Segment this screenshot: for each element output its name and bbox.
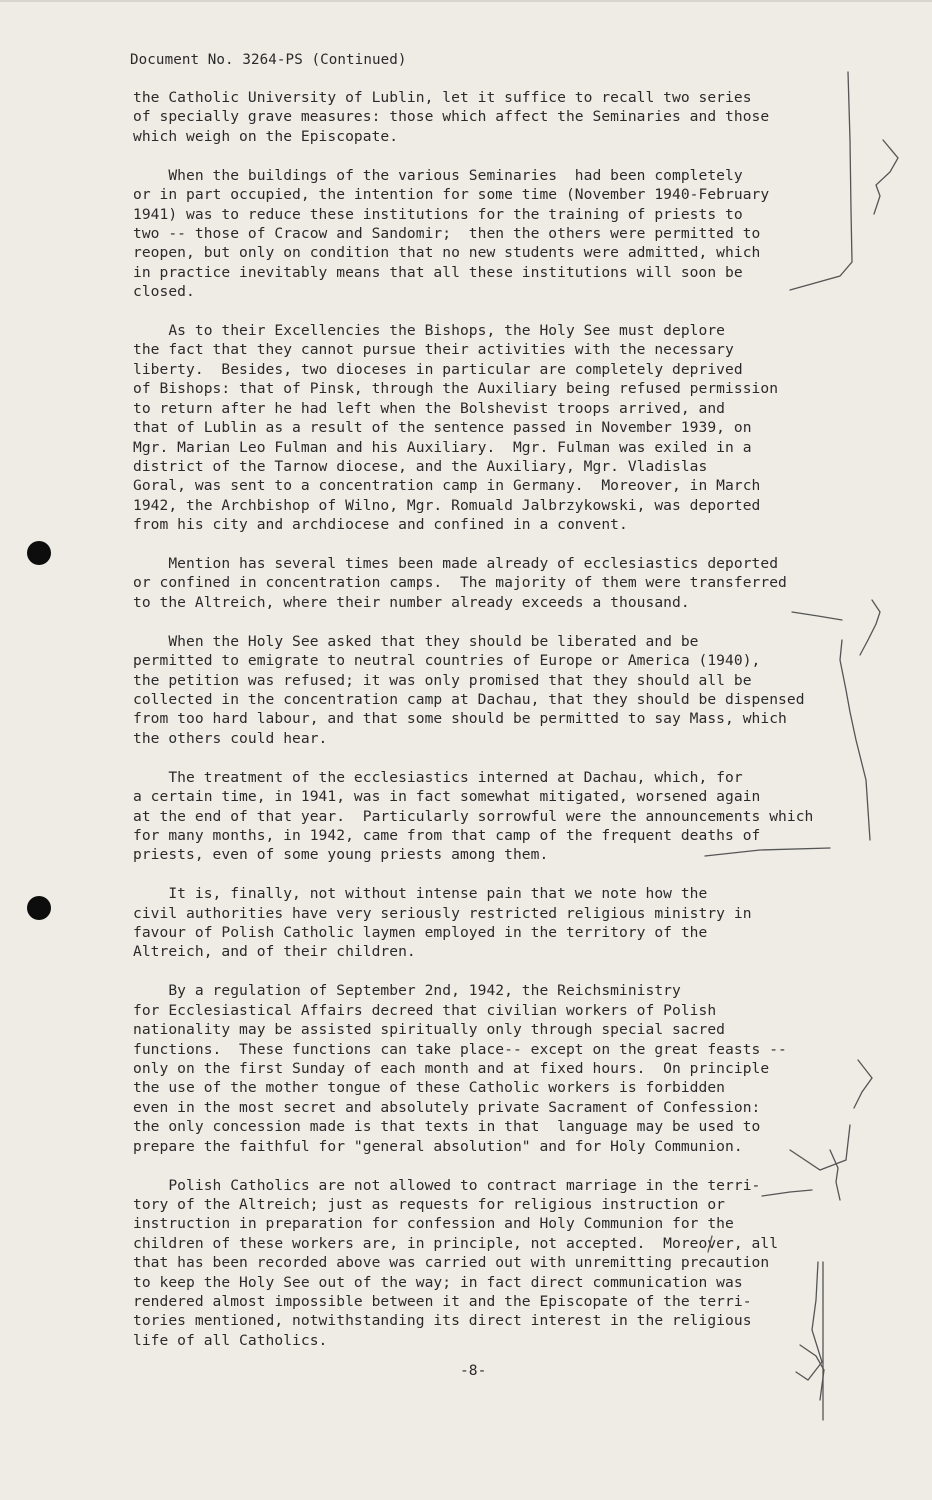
text-line: priests, even of some young priests among them. bbox=[133, 846, 549, 864]
margin-bracket-mark bbox=[796, 1262, 822, 1380]
text-line: liberty. Besides, two dioceses in particular are completely deprived bbox=[133, 360, 743, 378]
margin-bracket-mark bbox=[790, 1125, 850, 1170]
text-line: the Catholic University of Lublin, let it suffice to recall two series bbox=[133, 89, 752, 106]
text-line: that of Lublin as a result of the sentence passed in November 1939, on bbox=[133, 419, 752, 437]
text-line: two -- those of Cracow and Sandomir; then the others were permitted to bbox=[133, 224, 761, 242]
margin-check-mark bbox=[800, 1345, 824, 1400]
text-line: Mgr. Marian Leo Fulman and his Auxiliary. Mgr. Fulman was exiled in a bbox=[133, 438, 752, 456]
text-line: even in the most secret and absolutely private Sacrament of Confession: bbox=[133, 1098, 761, 1116]
text-line: tory of the Altreich; just as requests for religious instruction or bbox=[133, 1195, 726, 1213]
margin-check-mark bbox=[874, 140, 898, 214]
text-line: which weigh on the Episcopate. bbox=[133, 127, 399, 145]
text-line: closed. bbox=[133, 283, 195, 301]
margin-check-mark bbox=[854, 1060, 872, 1108]
text-line: Mention has several times been made already of ecclesiastics deported bbox=[133, 555, 779, 573]
text-line: or in part occupied, the intention for some time (November 1940-February bbox=[133, 186, 770, 204]
text-line: life of all Catholics. bbox=[133, 1331, 328, 1349]
text-line: the use of the mother tongue of these Catholic workers is forbidden bbox=[133, 1079, 726, 1097]
text-line: a certain time, in 1941, was in fact somewhat mitigated, worsened again bbox=[133, 788, 761, 806]
text-line: of Bishops: that of Pinsk, through the Auxiliary being refused permission bbox=[133, 380, 779, 398]
margin-bracket-mark bbox=[705, 848, 830, 856]
text-line: 1941) was to reduce these institutions for the training of priests to bbox=[133, 205, 743, 223]
text-line: rendered almost impossible between it and the Episcopate of the terri- bbox=[133, 1292, 752, 1310]
text-line: Goral, was sent to a concentration camp in Germany. Moreover, in March bbox=[133, 477, 761, 495]
text-line: Altreich, and of their children. bbox=[133, 943, 416, 961]
text-line: reopen, but only on condition that no new students were admitted, which bbox=[133, 244, 761, 262]
text-line: civil authorities have very seriously restricted religious ministry in bbox=[133, 904, 752, 922]
text-line: It is, finally, not without intense pain that we note how the bbox=[133, 885, 708, 903]
text-line: 1942, the Archbishop of Wilno, Mgr. Romuald Jalbrzykowski, was deported bbox=[133, 496, 761, 514]
margin-check-mark bbox=[830, 1150, 840, 1200]
text-line: of specially grave measures: those which affect the Seminaries and those bbox=[133, 108, 770, 126]
text-line: favour of Polish Catholic laymen employed in the territory of the bbox=[133, 924, 708, 942]
text-line: the others could hear. bbox=[133, 729, 328, 747]
text-line: Polish Catholics are not allowed to contract marriage in the terri- bbox=[133, 1176, 761, 1194]
text-line: tories mentioned, notwithstanding its direct interest in the religious bbox=[133, 1312, 752, 1330]
margin-bracket-mark bbox=[708, 1236, 712, 1252]
text-line: that has been recorded above was carried out with unremitting precaution bbox=[133, 1254, 770, 1272]
text-line: for Ecclesiastical Affairs decreed that civilian workers of Polish bbox=[133, 1001, 717, 1019]
text-line: to return after he had left when the Bolshevist troops arrived, and bbox=[133, 399, 726, 417]
text-line: the only concession made is that texts in that language may be used to bbox=[133, 1118, 761, 1136]
text-line: children of these workers are, in principle, not accepted. Moreover, all bbox=[133, 1234, 779, 1252]
margin-bracket-mark bbox=[792, 612, 842, 620]
text-line: By a regulation of September 2nd, 1942, the Reichsministry bbox=[133, 982, 681, 1000]
text-line: for many months, in 1942, came from that camp of the frequent deaths of bbox=[133, 826, 761, 844]
text-line: only on the first Sunday of each month and at fixed hours. On principle bbox=[133, 1059, 770, 1077]
text-line: The treatment of the ecclesiastics interned at Dachau, which, for bbox=[133, 768, 743, 786]
text-line: When the buildings of the various Seminaries had been completely bbox=[133, 166, 743, 184]
text-line: district of the Tarnow diocese, and the Auxiliary, Mgr. Vladislas bbox=[133, 457, 708, 475]
text-line: or confined in concentration camps. The majority of them were transferred bbox=[133, 574, 787, 592]
text-line: When the Holy See asked that they should be liberated and be bbox=[133, 632, 699, 650]
text-line: from his city and archdiocese and confined in a convent. bbox=[133, 516, 628, 534]
document-header: Document No. 3264-PS (Continued) bbox=[130, 52, 407, 68]
page-number: -8- bbox=[460, 1362, 487, 1379]
text-line: to keep the Holy See out of the way; in fact direct communication was bbox=[133, 1273, 743, 1291]
text-line: the fact that they cannot pursue their activities with the necessary bbox=[133, 341, 734, 359]
text-line: As to their Excellencies the Bishops, the Holy See must deplore bbox=[133, 322, 726, 340]
margin-check-mark bbox=[860, 600, 880, 655]
text-line: instruction in preparation for confession and Holy Communion for the bbox=[133, 1215, 734, 1233]
margin-bracket-mark bbox=[840, 640, 870, 840]
text-line: prepare the faithful for "general absolution" and for Holy Communion. bbox=[133, 1137, 743, 1155]
text-line: functions. These functions can take place-- except on the great feasts -- bbox=[133, 1040, 787, 1058]
text-line: to the Altreich, where their number already exceeds a thousand. bbox=[133, 593, 690, 611]
text-line: the petition was refused; it was only promised that they should all be bbox=[133, 671, 752, 689]
text-line: nationality may be assisted spiritually only through special sacred bbox=[133, 1021, 726, 1039]
margin-bracket-mark bbox=[762, 1190, 812, 1196]
text-line: collected in the concentration camp at Dachau, that they should be dispensed bbox=[133, 690, 805, 708]
margin-bracket-mark bbox=[790, 72, 852, 290]
text-line: from too hard labour, and that some should be permitted to say Mass, which bbox=[133, 710, 787, 728]
text-line: permitted to emigrate to neutral countries of Europe or America (1940), bbox=[133, 652, 761, 670]
text-line: in practice inevitably means that all these institutions will soon be bbox=[133, 263, 743, 281]
text-line: at the end of that year. Particularly sorrowful were the announcements which bbox=[133, 807, 814, 825]
